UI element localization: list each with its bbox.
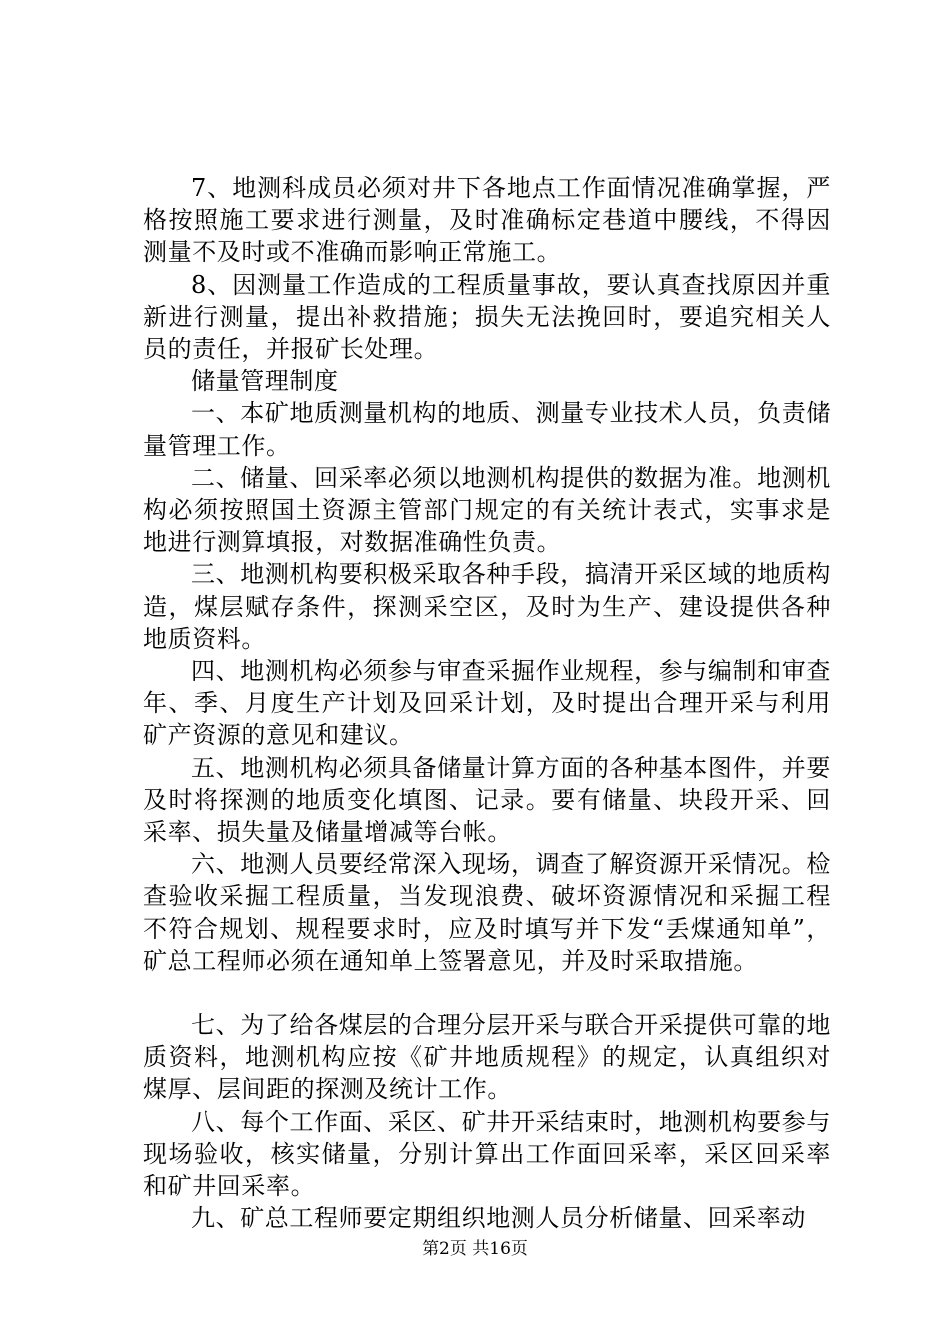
paragraph-7: 7、地测科成员必须对井下各地点工作面情况准确掌握，严格按照施工要求进行测量，及时准确标定巷道中腰线，不得因测量不及时或不准确而影响正常施工。 <box>143 174 831 267</box>
paragraph-four: 四、地测机构必须参与审查采掘作业规程，参与编制和审查年、季、月度生产计划及回采计划，及时提出合理开采与利用矿产资源的意见和建议。 <box>143 657 831 750</box>
section-heading-reserve-management: 储量管理制度 <box>191 367 339 396</box>
paragraph-seven: 七、为了给各煤层的合理分层开采与联合开采提供可靠的地质资料，地测机构应按《矿井地质规程》的规定，认真组织对煤厚、层间距的探测及统计工作。 <box>143 1011 831 1104</box>
paragraph-8: 8、因测量工作造成的工程质量事故，要认真查找原因并重新进行测量，提出补救措施；损失无法挽回时，要追究相关人员的责任，并报矿长处理。 <box>143 270 831 364</box>
paragraph-one: 一、本矿地质测量机构的地质、测量专业技术人员，负责储量管理工作。 <box>143 399 831 460</box>
paragraph-six: 六、地测人员要经常深入现场，调查了解资源开采情况。检查验收采掘工程质量，当发现浪费、破坏资源情况和采掘工程不符合规划、规程要求时，应及时填写并下发“丢煤通知单”，矿总工程师必须在通知单上签署意见，并及时采取措施。 <box>143 850 831 975</box>
paragraph-gap <box>143 977 831 1009</box>
page-number-label: 第2页 共16页 <box>422 1239 528 1259</box>
paragraph-eight: 八、每个工作面、采区、矿井开采结束时，地测机构要参与现场验收，核实储量，分别计算出工作面回采率，采区回采率和矿井回采率。 <box>143 1107 831 1201</box>
paragraph-two: 二、储量、回采率必须以地测机构提供的数据为准。地测机构必须按照国土资源主管部门规定的有关统计表式，实事求是地进行测算填报，对数据准确性负责。 <box>143 463 831 557</box>
page-footer <box>0 1238 950 1260</box>
paragraph-nine: 九、矿总工程师要定期组织地测人员分析储量、回采率动 <box>191 1204 806 1233</box>
paragraph-three: 三、地测机构要积极采取各种手段，搞清开采区域的地质构造，煤层赋存条件，探测采空区，及时为生产、建设提供各种地质资料。 <box>143 560 831 653</box>
document-body <box>143 172 831 1235</box>
paragraph-five: 五、地测机构必须具备储量计算方面的各种基本图件，并要及时将探测的地质变化填图、记录。要有储量、块段开采、回采率、损失量及储量增减等台帐。 <box>143 753 831 847</box>
